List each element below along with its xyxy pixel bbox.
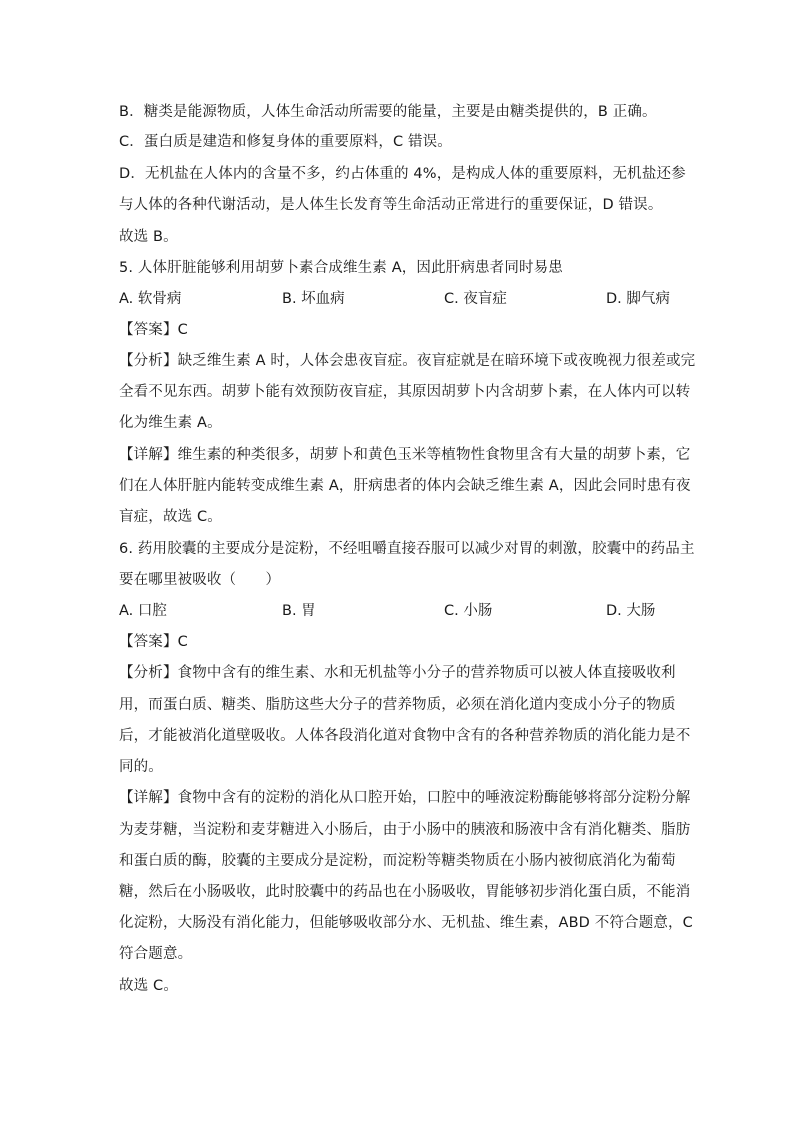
analysis-line: 化为维生素 A。 [119, 415, 222, 431]
question-6-stem: 要在哪里被吸收（ ） [119, 572, 281, 588]
q5-option-b: B. 坏血病 [282, 291, 345, 307]
q5-option-c: C. 夜盲症 [444, 291, 507, 307]
detail-line: 盲症，故选 C。 [119, 509, 222, 525]
q5-option-d: D. 脚气病 [606, 291, 670, 307]
detail-line: 符合题意。 [119, 946, 193, 962]
q6-option-a: A. 口腔 [119, 603, 167, 619]
q6-option-d: D. 大肠 [606, 603, 656, 619]
text-line: C．蛋白质是建造和修复身体的重要原料，C 错误。 [119, 134, 452, 150]
text-line: B．糖类是能源物质，人体生命活动所需要的能量，主要是由糖类提供的，B 正确。 [119, 104, 657, 120]
detail-line: 【详解】食物中含有的淀粉的消化从口腔开始，口腔中的唾液淀粉酶能够将部分淀粉分解 [119, 790, 691, 806]
text-line: D．无机盐在人体内的含量不多，约占体重的 4%，是构成人体的重要原料，无机盐还参 [119, 166, 686, 182]
q6-option-b: B. 胃 [282, 603, 316, 619]
analysis-line: 【分析】缺乏维生素 A 时，人体会患夜盲症。夜盲症就是在暗环境下或夜晚视力很差或完 [119, 353, 696, 369]
text-line: 故选 C。 [119, 978, 178, 994]
analysis-line: 同的。 [119, 759, 163, 775]
answer-line: 【答案】C [119, 634, 188, 650]
text-line: 与人体的各种代谢活动，是人体生长发育等生命活动正常进行的重要保证，D 错误。 [119, 197, 663, 213]
analysis-line: 【分析】食物中含有的维生素、水和无机盐等小分子的营养物质可以被人体直接吸收利 [119, 665, 676, 681]
detail-line: 和蛋白质的酶，胶囊的主要成分是淀粉，而淀粉等糖类物质在小肠内被彻底消化为葡萄 [119, 853, 676, 869]
detail-line: 为麦芽糖，当淀粉和麦芽糖进入小肠后，由于小肠中的胰液和肠液中含有消化糖类、脂肪 [119, 822, 691, 838]
detail-line: 糖，然后在小肠吸收，此时胶囊中的药品也在小肠吸收，胃能够初步消化蛋白质，不能消 [119, 884, 691, 900]
detail-line: 们在人体肝脏内能转变成维生素 A，肝病患者的体内会缺乏维生素 A，因此会同时患有夜 [119, 478, 691, 494]
analysis-line: 全看不见东西。胡萝卜能有效预防夜盲症，其原因胡萝卜内含胡萝卜素，在人体内可以转 [119, 384, 691, 400]
analysis-line: 后，才能被消化道壁吸收。人体各段消化道对食物中含有的各种营养物质的消化能力是不 [119, 728, 691, 744]
question-5-stem: 5. 人体肝脏能够利用胡萝卜素合成维生素 A，因此肝病患者同时易患 [119, 260, 563, 276]
detail-line: 化淀粉，大肠没有消化能力，但能够吸收部分水、无机盐、维生素，ABD 不符合题意，C [119, 915, 693, 931]
answer-line: 【答案】C [119, 322, 188, 338]
text-line: 故选 B。 [119, 229, 178, 245]
q5-option-a: A. 软骨病 [119, 291, 182, 307]
q6-option-c: C. 小肠 [444, 603, 493, 619]
detail-line: 【详解】维生素的种类很多，胡萝卜和黄色玉米等植物性食物里含有大量的胡萝卜素，它 [119, 447, 691, 463]
analysis-line: 用，而蛋白质、糖类、脂肪这些大分子的营养物质，必须在消化道内变成小分子的物质 [119, 697, 676, 713]
question-6-stem: 6. 药用胶囊的主要成分是淀粉，不经咀嚼直接吞服可以减少对胃的刺激，胶囊中的药品主 [119, 541, 695, 557]
